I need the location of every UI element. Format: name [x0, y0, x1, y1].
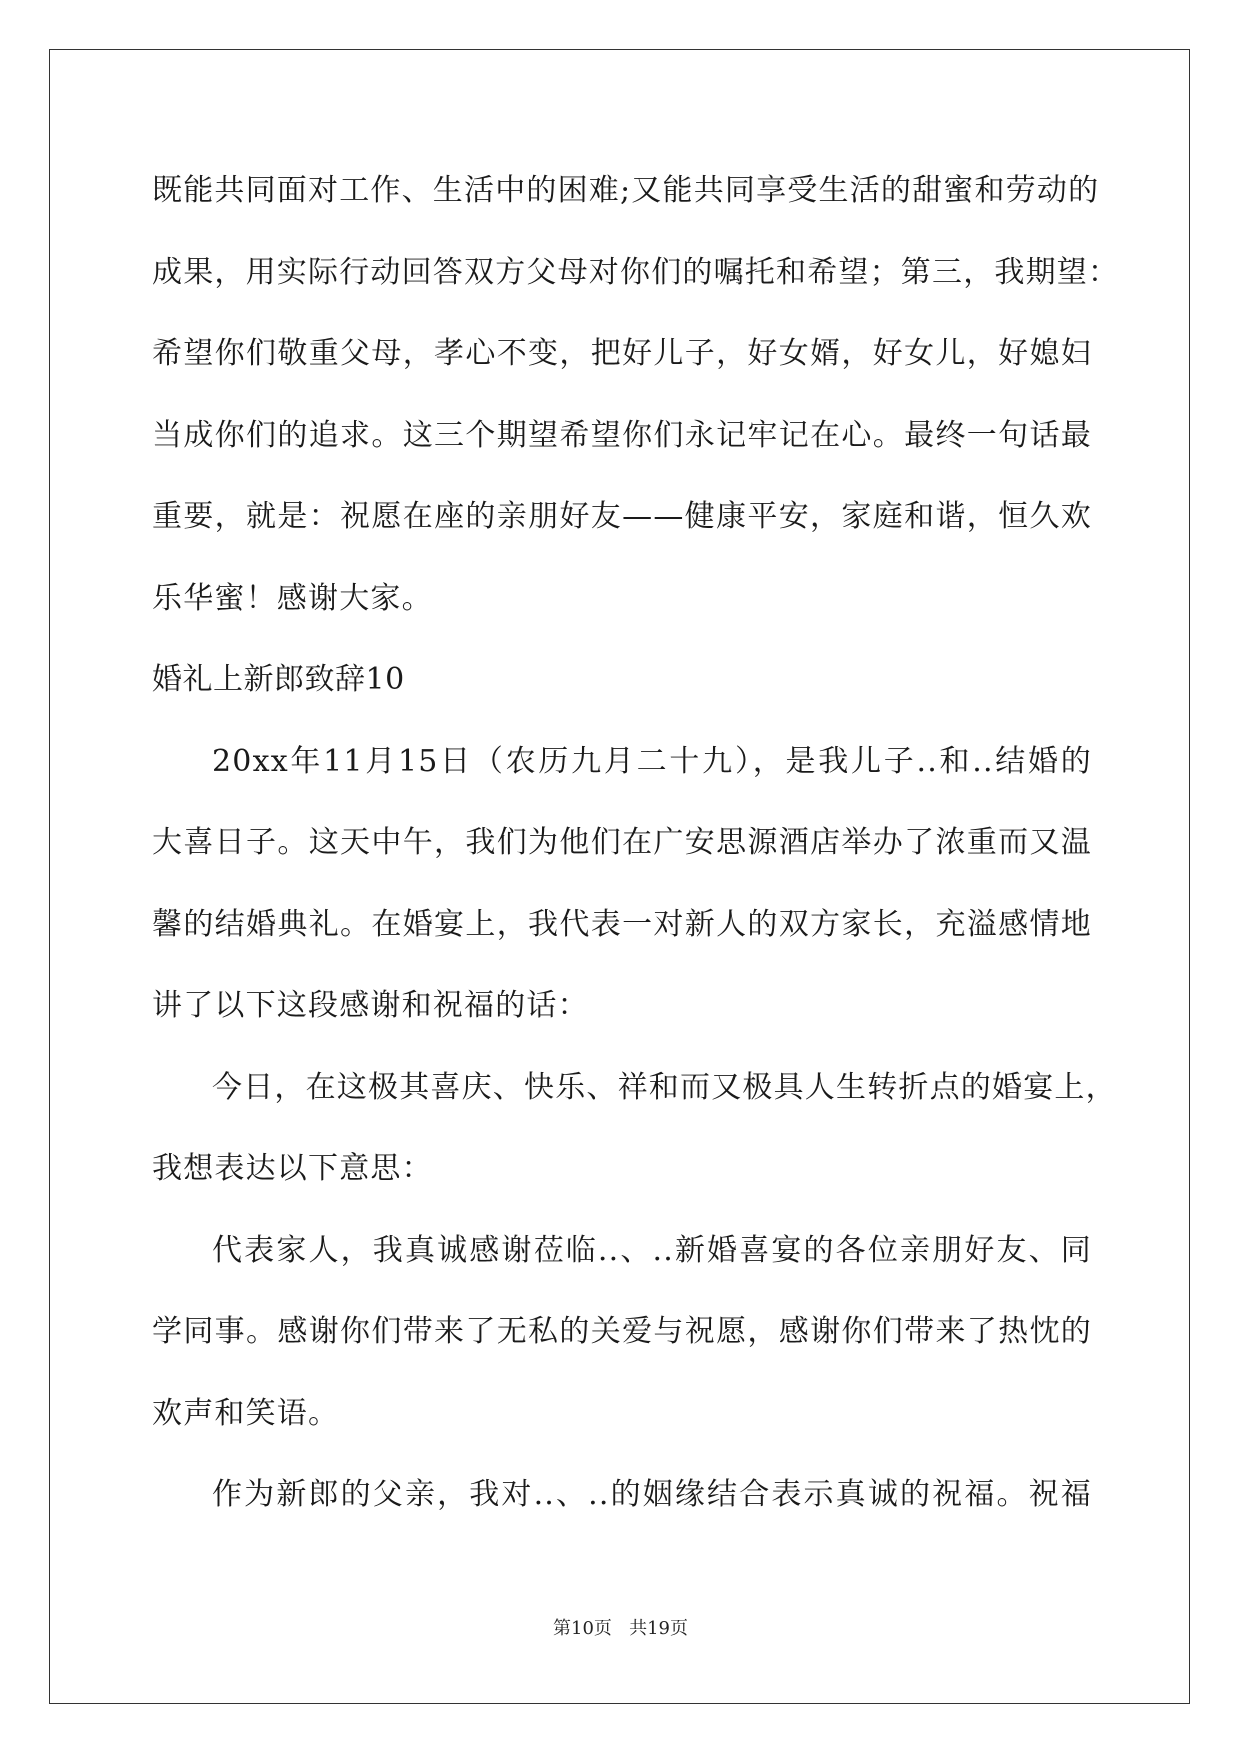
- body-line-4: 当成你们的追求。这三个期望希望你们永记牢记在心。最终一句话最: [152, 417, 1092, 453]
- body-line-5: 重要，就是：祝愿在座的亲朋好友——健康平安，家庭和谐，恒久欢: [152, 499, 1092, 534]
- section-heading: 婚礼上新郎致辞10: [152, 662, 405, 697]
- body-line-15: 学同事。感谢你们带来了无私的关爱与祝愿，感谢你们带来了热忱的: [152, 1314, 1092, 1349]
- document-body: [152, 150, 1120, 1536]
- page-number-footer: 第10页 共19页: [553, 1618, 688, 1639]
- body-line-2: 成果，用实际行动回答双方父母对你们的嘱托和希望；第三，我期望：: [152, 254, 1120, 290]
- body-line-6: 乐华蜜！感谢大家。: [152, 580, 433, 616]
- body-line-3: 希望你们敬重父母，孝心不变，把好儿子，好女婿，好女儿，好媳妇: [152, 336, 1092, 371]
- body-line-10: 馨的结婚典礼。在婚宴上，我代表一对新人的双方家长，充溢感情地: [152, 906, 1092, 942]
- body-line-17: 作为新郎的父亲，我对..、..的姻缘结合表示真诚的祝福。祝福: [212, 1477, 1092, 1512]
- body-line-14: 代表家人，我真诚感谢莅临..、..新婚喜宴的各位亲朋好友、同: [212, 1232, 1092, 1268]
- body-line-12: 今日，在这极其喜庆、快乐、祥和而又极具人生转折点的婚宴上，: [212, 1069, 1117, 1105]
- body-line-8: 20xx年11月15日（农历九月二十九），是我儿子..和..结婚的: [212, 743, 1092, 779]
- body-line-1: 既能共同面对工作、生活中的困难;又能共同享受生活的甜蜜和劳动的: [152, 173, 1100, 208]
- body-line-9: 大喜日子。这天中午，我们为他们在广安思源酒店举办了浓重而又温: [152, 825, 1092, 860]
- body-line-13: 我想表达以下意思：: [152, 1151, 433, 1186]
- body-line-16: 欢声和笑语。: [152, 1395, 340, 1431]
- body-line-11: 讲了以下这段感谢和祝福的话：: [152, 988, 589, 1023]
